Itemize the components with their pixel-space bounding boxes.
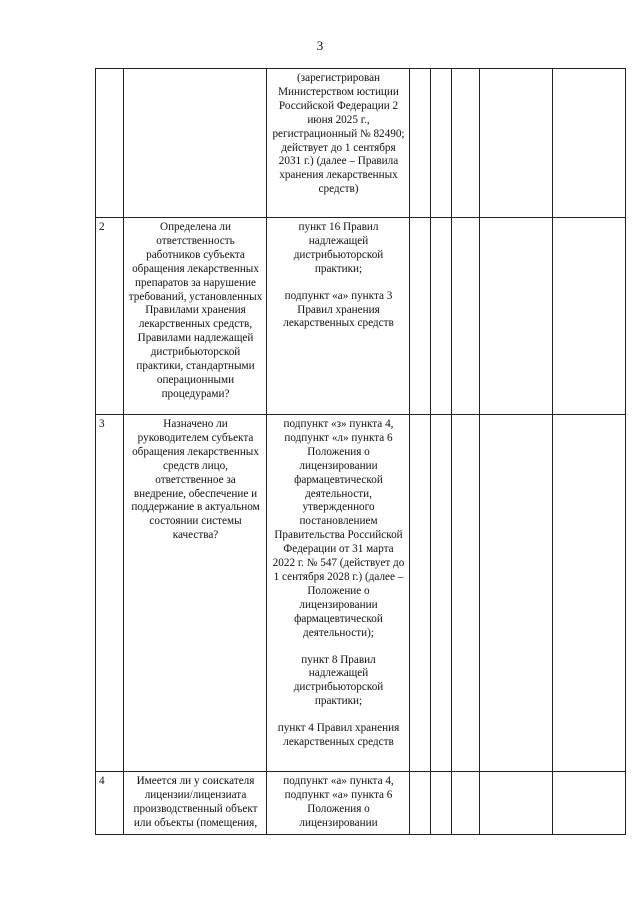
note-cell <box>480 772 553 835</box>
row-number <box>96 69 124 218</box>
legal-reference: подпункт «а» пункта 3 Правил хранения лекарственных средств <box>283 289 394 330</box>
note-cell <box>480 69 553 218</box>
answer-cell-no <box>431 772 452 835</box>
question-cell <box>124 69 267 218</box>
row-number: 4 <box>96 772 124 835</box>
question-cell: Определена ли ответственность работников субъекта обращения лекарственных препаратов за нарушение требований, установленных Правилами хранения лекарственных средств, Правилами надлежащей дистрибьюторской практики, стандартными операционными процедурами? <box>124 218 267 415</box>
answer-cell-yes <box>410 772 431 835</box>
answer-cell-na <box>452 772 480 835</box>
legal-reference: подпункт «а» пункта 4, подпункт «а» пункта 6 Положения о лицензировании <box>283 775 394 829</box>
comment-cell <box>553 772 626 835</box>
comment-cell <box>553 69 626 218</box>
question-cell: Назначено ли руководителем субъекта обращения лекарственных средств лицо, ответственное за внедрение, обеспечение и поддержание в актуальном состоянии системы качества? <box>124 415 267 772</box>
legal-reference: пункт 16 Правил надлежащей дистрибьюторской практики; <box>293 221 384 275</box>
legal-reference: пункт 4 Правил хранения лекарственных средств <box>277 722 400 749</box>
answer-cell-no <box>431 415 452 772</box>
note-cell <box>480 218 553 415</box>
answer-cell-no <box>431 218 452 415</box>
answer-cell-yes <box>410 218 431 415</box>
checklist-table <box>95 68 626 835</box>
legal-reference: (зарегистрирован Министерством юстиции Российской Федерации 2 июня 2025 г., регистрационный № 82490; действует до 1 сентября 2031 г.) (далее – Правила хранения лекарственных средств) <box>272 72 405 196</box>
legal-reference: пункт 8 Правил надлежащей дистрибьюторской практики; <box>293 653 384 708</box>
comment-cell <box>553 415 626 772</box>
table-row <box>96 69 626 218</box>
legal-reference-cell <box>267 69 410 218</box>
note-cell <box>480 415 553 772</box>
table-row <box>96 415 626 772</box>
legal-reference-cell <box>267 772 410 835</box>
answer-cell-na <box>452 218 480 415</box>
answer-cell-na <box>452 69 480 218</box>
answer-cell-no <box>431 69 452 218</box>
legal-reference-cell <box>267 218 410 415</box>
row-number: 3 <box>96 415 124 772</box>
comment-cell <box>553 218 626 415</box>
answer-cell-na <box>452 415 480 772</box>
row-number: 2 <box>96 218 124 415</box>
table-row <box>96 772 626 835</box>
page-number: 3 <box>316 38 324 53</box>
table-row <box>96 218 626 415</box>
question-cell: Имеется ли у соискателя лицензии/лицензиата производственный объект или объекты (помещения, <box>124 772 267 835</box>
answer-cell-yes <box>410 415 431 772</box>
legal-reference-cell <box>267 415 410 772</box>
legal-reference: подпункт «з» пункта 4, подпункт «л» пункта 6 Положения о лицензировании фармацевтической деятельности, утвержденного постановлением Правительства Российской Федерации от 31 марта 2022 г. № 547 (действует до 1 сентября 2028 г.) (далее – Положение о лицензировании фармацевтической деятельности); <box>272 418 405 639</box>
answer-cell-yes <box>410 69 431 218</box>
